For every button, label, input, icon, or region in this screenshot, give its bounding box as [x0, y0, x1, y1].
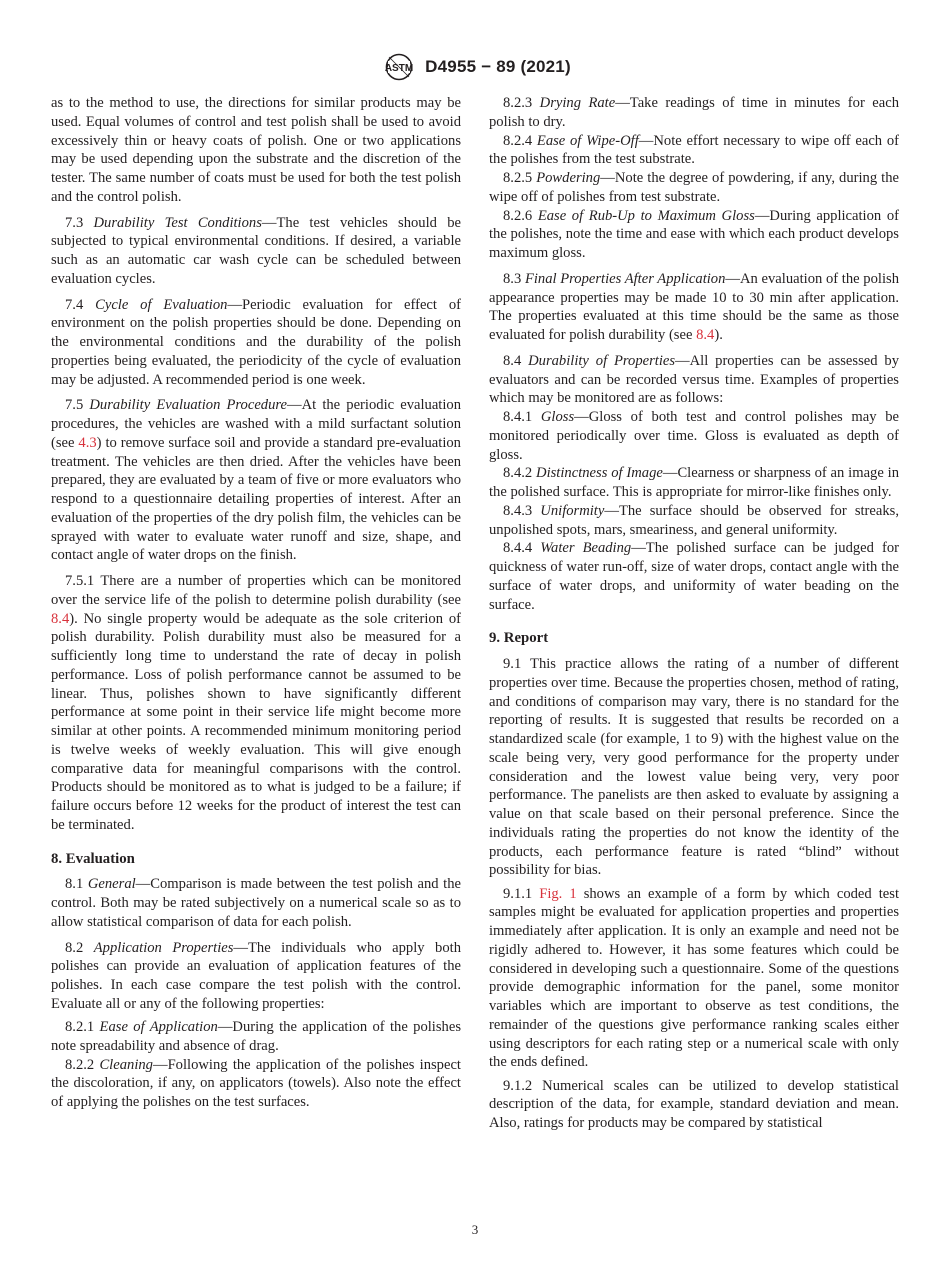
paragraph-8-2-4: 8.2.4 Ease of Wipe-Off—Note effort necessary to wipe off each of the polishes from the test substrate.	[489, 132, 899, 168]
right-column	[489, 94, 899, 1133]
paragraph-8-2-2: 8.2.2 Cleaning—Following the application of the polishes inspect the discoloration, if any, on applicators (towels). Also note the effect of applying the polishes on the test surfaces.	[51, 1056, 461, 1110]
page-number: 3	[471, 1222, 479, 1237]
paragraph-8-4-2: 8.4.2 Distinctness of Image—Clearness or sharpness of an image in the polished surface. This is appropriate for mirror-like finishes only.	[489, 465, 900, 500]
paragraph-7-5-1: 7.5.1 There are a number of properties which can be monitored over the service life of the polish to determine polish durability (see 8.4). No single property would be adequate as the sole criterion of polish durability. Polish durability must also be measured for a sufficiently long time to understand the rate of decay in polish performance. Loss of polish performance cannot be assumed to be linear. Thus, polishes shown to have significantly different performance at some point in their service life might become more similar at other points. A recommended minimum monitoring period is twelve weeks of weekly evaluation. This will give enough comparative data for meaningful comparisons with the control. Products should be monitored as to what is judged to be a failure; if failure occurs before 12 weeks for the product of interest the test can be terminated.	[51, 573, 461, 833]
paragraph-8-2-6: 8.2.6 Ease of Rub-Up to Maximum Gloss—During application of the polishes, note the time and ease with which each product develops maximum gloss.	[489, 207, 899, 261]
paragraph-9-1-1: 9.1.1 Fig. 1 shows an example of a form by which coded test samples might be evaluated for application properties and properties immediately after application. It is only an example and need not be rigidly adhered to. However, it has some features which could be considered in developing such a questionnaire. Some of the questions provide demographic information for the panel, some monitor variables which are important to observe as test conditions, the remainder of the questions give performance ranking scales either using descriptors for each rating step or a numerical scale with only the ends defined.	[489, 885, 900, 1071]
figure-link-fig-1[interactable]: Fig. 1	[539, 885, 577, 902]
page-header	[0, 52, 950, 87]
paragraph-8-2-5: 8.2.5 Powdering—Note the degree of powdering, if any, during the wipe off of polishes from test substrate.	[489, 170, 899, 205]
section-link-8-4[interactable]: 8.4	[51, 610, 70, 627]
paragraph-8-4-4: 8.4.4 Water Beading—The polished surface can be judged for quickness of water run-off, size of water drops, contact angle with the surface of water drops, and uniformity of water beading on the surface.	[489, 540, 899, 613]
section-link-8-4[interactable]: 8.4	[696, 327, 715, 343]
section-heading-report: 9. Report	[489, 630, 549, 647]
paragraph-8-2-1: 8.2.1 Ease of Application—During the application of the polishes note spreadability and absence of drag.	[51, 1019, 461, 1054]
document-designation: D4955 − 89 (2021)	[425, 57, 571, 76]
paragraph-8-2-3: 8.2.3 Drying Rate—Take readings of time in minutes for each polish to dry.	[489, 95, 899, 130]
paragraph-8-4-3: 8.4.3 Uniformity—The surface should be observed for streaks, unpolished spots, mars, smeariness, and general uniformity.	[489, 502, 899, 538]
paragraph-8-4: 8.4 Durability of Properties—All properties can be assessed by evaluators and can be recorded versus time. Examples of properties which may be monitored are as follows:	[489, 352, 899, 407]
svg-text:ASTM: ASTM	[385, 63, 414, 74]
paragraph-7-5: 7.5 Durability Evaluation Procedure—At the periodic evaluation procedures, the vehicles are washed with a mild surfactant solution (see 4.3) to remove surface soil and provide a standard pre-evaluation treatment. The vehicles are then dried. After the vehicles have been prepared, they are evaluated by a team of five or more evaluators who respond to a questionnaire detailing properties of interest. After an evaluation of the properties of the dry polish film, the vehicles can be sprayed with water to evaluate water runoff and size, shape, and contact angle of water drops on the finish.	[51, 397, 462, 564]
paragraph-8-1: 8.1 General—Comparison is made between the test polish and the control. Both may be rated subjectively on a numerical scale so as to allow statistical comparison of data for each polish.	[51, 876, 461, 930]
paragraph-8-4-1: 8.4.1 Gloss—Gloss of both test and control polishes may be monitored periodically over time. Gloss is evaluated as depth of gloss.	[489, 409, 900, 463]
paragraph-8-2: 8.2 Application Properties—The individuals who apply both polishes can provide an evaluation of application features of the polishes. In each case compare the test polish with the control. Evaluate all or any of the following properties:	[51, 939, 461, 1012]
paragraph-9-1: 9.1 This practice allows the rating of a number of different properties over time. Because the properties chosen, method of rating, and conditions of comparison may vary, there is no standard for the reporting of results. It is suggested that results be recorded on a standardized scale (for example, 1 to 9) with the highest value on the scale being very, very good performance for the property under consideration and the lowest value being very, very poor performance. The panelists are then asked to evaluate by assigning a value on that scale based on their personal preference. Since the individuals rating the properties do not know the identity of the products, each performance feature is rated “blind” without possibility for bias.	[489, 656, 899, 879]
paragraph-9-1-2: 9.1.2 Numerical scales can be utilized to develop statistical description of the data, for example, standard deviation and mean. Also, ratings for products may be compared by statistical	[489, 1077, 899, 1131]
paragraph-8-3: 8.3 Final Properties After Application—An evaluation of the polish appearance properties may be made 10 to 30 min after application. The properties evaluated at this time should be the same as those evaluated for polish durability (see 8.4).	[489, 270, 899, 343]
paragraph-7-3: 7.3 Durability Test Conditions—The test vehicles should be subjected to typical environmental conditions. If desired, a variable such as an automatic car wash cycle can be scheduled between evaluation cycles.	[51, 214, 461, 287]
section-link-4-3[interactable]: 4.3	[78, 434, 97, 451]
left-column	[51, 94, 461, 1112]
paragraph-7-2-continued: as to the method to use, the directions for similar products may be used. Equal volumes of control and test polish shall be used to avoid excessively thin or heavy coats of polish. One or two applications may be used depending upon the substrate and the discretion of the tester. The same number of coats must be used for both the test polish and the control polish.	[51, 95, 461, 205]
astm-logo-icon	[379, 52, 419, 82]
section-heading-evaluation: 8. Evaluation	[51, 850, 135, 867]
paragraph-7-4: 7.4 Cycle of Evaluation—Periodic evaluation for effect of environment on the polish properties should be done. Depending on the environmental conditions and the durability of the polish properties being evaluated, the periodicity of the cycle of evaluation may be adjusted. A recommended period is one week.	[51, 296, 461, 388]
